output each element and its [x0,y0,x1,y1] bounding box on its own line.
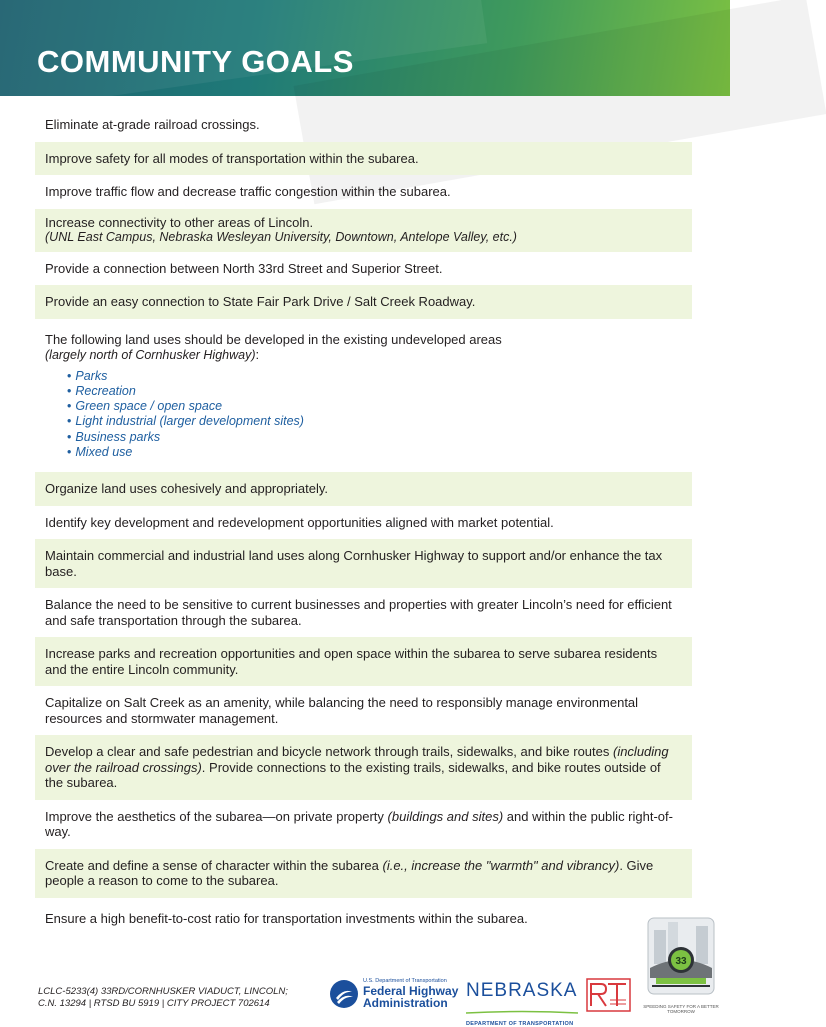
goal-subtext: (UNL East Campus, Nebraska Wesleyan University, Downtown, Antelope Valley, etc.) [45,230,517,244]
goal-text: Ensure a high benefit-to-cost ratio for transportation investments within the subarea. [45,910,528,926]
goal-text: Balance the need to be sensitive to current businesses and properties with greater Lincoln’s need for efficient and safe transportation through the subarea. [45,597,672,628]
goal-text-cont: . Provide connections to the existing trails, sidewalks, and bike routes outside of the subarea. [45,759,661,791]
rtsd-logo [586,978,631,1012]
land-use-item: • Mixed use [67,445,682,460]
goal-text: Eliminate at-grade railroad crossings. [45,117,260,132]
goal-text: Identify key development and redevelopment opportunities aligned with market potential. [45,514,554,530]
goal-item [35,637,692,686]
fhwa-emblem-icon [330,980,358,1008]
goal-item [35,735,692,800]
goal-item [35,319,692,473]
fhwa-name-line1: Federal Highway [363,984,459,998]
land-use-item: • Light industrial (larger development sites) [67,414,682,429]
goal-item [35,175,692,209]
viaduct-project-badge [642,912,720,1016]
goal-emphasis: (buildings and sites) [387,808,504,824]
nebraska-wordmark: NEBRASKA [466,980,578,1001]
goal-item [35,142,692,176]
goal-emphasis: (i.e., increase the "warmth" and vibrancy) [382,857,620,873]
goal-text: Improve safety for all modes of transportation within the subarea. [45,150,419,166]
goal-item [35,588,692,637]
goal-text: Increase connectivity to other areas of Lincoln. [45,214,314,230]
goal-text: Increase parks and recreation opportunities and open space within the subarea to serve subarea residents and the entire Lincoln community. [45,646,658,677]
svg-text:33: 33 [675,956,687,967]
goal-text: Maintain commercial and industrial land uses along Cornhusker Highway to support and/or enhance the tax base. [45,548,663,579]
land-use-item: • Parks [67,369,682,384]
goal-text: Organize land uses cohesively and appropriately. [45,481,329,497]
project-reference [38,986,288,1010]
goal-item [35,539,692,588]
goal-subtext-suffix: : [255,347,260,362]
header-banner [0,0,730,96]
goal-item [35,506,692,540]
land-use-item: • Recreation [67,384,682,399]
goal-item [35,209,692,252]
nebraska-swoosh-icon [466,1011,578,1015]
goal-text: Provide an easy connection to State Fair Park Drive / Salt Creek Roadway. [45,294,476,309]
goal-item [35,285,692,319]
goal-item [35,800,692,849]
project-reference-line2: C.N. 13294 | RTSD BU 5919 | CITY PROJECT 702614 [38,998,270,1009]
land-use-list [67,369,682,461]
goal-text-cont: and within the public right-of-way. [45,808,673,840]
goal-subtext: (largely north of Cornhusker Highway) [45,348,256,362]
goal-text-cont: . Give people a reason to come to the subarea. [45,857,654,889]
fhwa-logo [330,978,459,1012]
fhwa-name-line2: Administration [363,996,448,1010]
goal-text: Create and define a sense of character within the subarea [45,857,383,873]
goal-text: Develop a clear and safe pedestrian and bicycle network through trails, sidewalks, and bike routes [45,744,613,760]
goal-item [35,849,692,898]
nebraska-dot-logo [466,980,578,1027]
fhwa-dept-label: U.S. Department of Transportation [363,978,447,984]
goals-list [35,108,692,935]
badge-caption: SPEEDING SAFETY FOR A BETTER TOMORROW [643,1004,719,1014]
goal-emphasis: (including over the railroad crossings) [45,744,669,775]
goal-item [35,108,692,142]
land-use-item: • Green space / open space [67,399,682,414]
nebraska-dept-label: DEPARTMENT OF TRANSPORTATION [466,1021,574,1027]
goal-item [35,898,692,936]
land-use-item: • Business parks [67,430,682,445]
goal-text: Provide a connection between North 33rd Street and Superior Street. [45,260,443,276]
goal-text: Improve the aesthetics of the subarea—on private property [45,808,388,824]
goal-item [35,252,692,286]
project-reference-line1: LCLC-5233(4) 33RD/CORNHUSKER VIADUCT, LINCOLN; [38,986,288,997]
goal-item [35,686,692,735]
goal-text: Capitalize on Salt Creek as an amenity, while balancing the need to responsibly manage environmental resources and stormwater management. [45,695,639,726]
goal-item [35,472,692,506]
page-title: COMMUNITY GOALS [37,44,354,79]
goal-text: The following land uses should be developed in the existing undeveloped areas [45,331,502,347]
goal-text: Improve traffic flow and decrease traffic congestion within the subarea. [45,184,451,199]
fhwa-name [363,985,458,1009]
